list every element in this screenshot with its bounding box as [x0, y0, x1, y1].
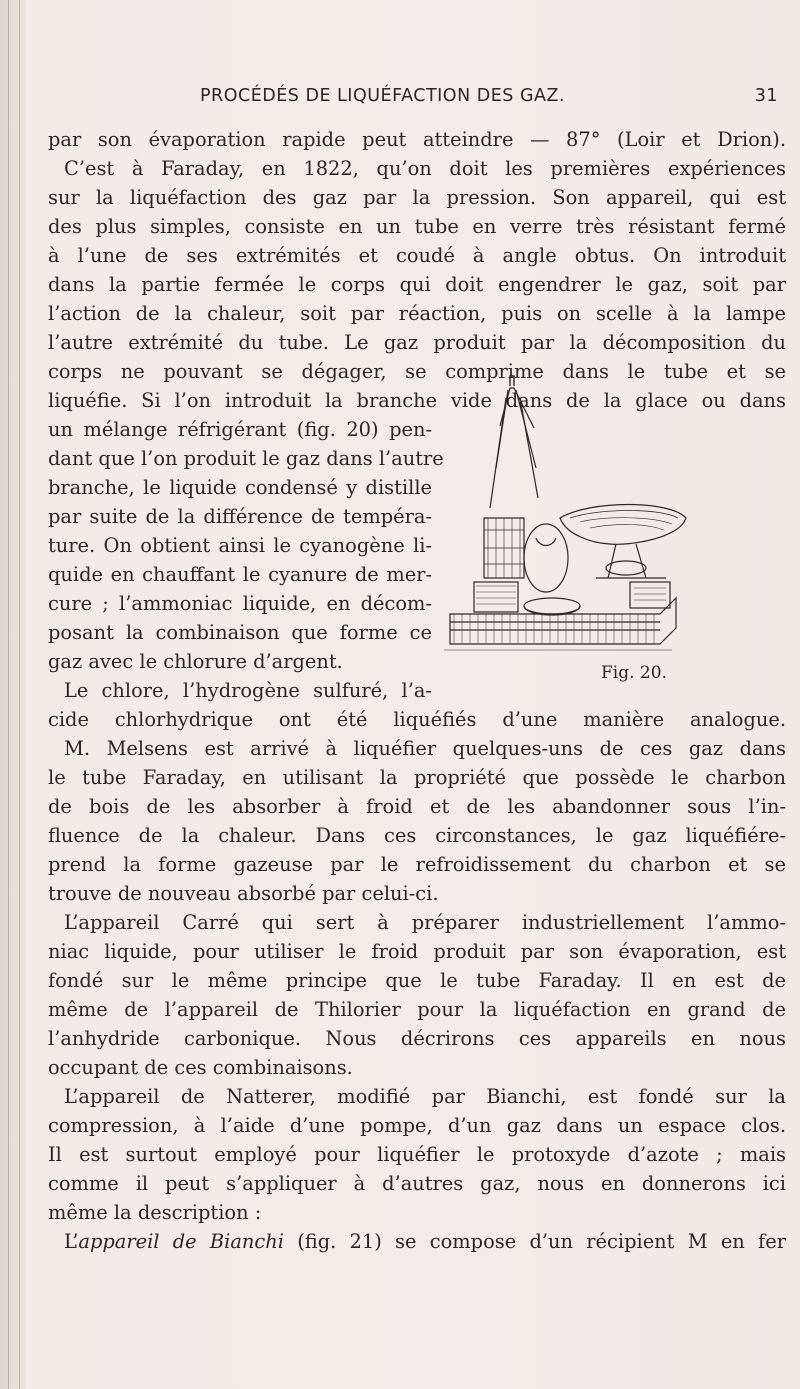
text-line: par son évaporation rapide peut atteindre — 87° (Loir et Drion).	[48, 128, 786, 151]
text-line: même de l’appareil de Thilorier pour la liquéfaction en grand de	[48, 998, 786, 1021]
text-line: dant que l’on produit le gaz dans l’autre	[48, 447, 444, 470]
text-line: posant la combinaison que forme ce	[48, 621, 432, 644]
text-line: corps ne pouvant se dégager, se comprime dans le tube et se	[48, 360, 786, 383]
text-line: fluence de la chaleur. Dans ces circonstances, le gaz liquéfiére-	[48, 824, 786, 847]
text-line: par suite de la différence de tempéra-	[48, 505, 432, 528]
text-line: cide chlorhydrique ont été liquéfiés d’une manière analogue.	[48, 708, 786, 731]
running-title: PROCÉDÉS DE LIQUÉFACTION DES GAZ.	[200, 86, 566, 106]
text-line: branche, le liquide condensé y distille	[48, 476, 432, 499]
text-line: de bois de les absorber à froid et de les abandonner sous l’in-	[48, 795, 786, 818]
text-line: fondé sur le même principe que le tube Faraday. Il en est de	[48, 969, 786, 992]
text-line: niac liquide, pour utiliser le froid produit par son évaporation, est	[48, 940, 786, 963]
gutter-line	[8, 0, 9, 1389]
text-line: M. Melsens est arrivé à liquéfier quelques-uns de ces gaz dans	[64, 737, 786, 760]
running-head	[200, 86, 790, 116]
text-line: occupant de ces combinaisons.	[48, 1056, 353, 1079]
text-line: L’appareil Carré qui sert à préparer industriellement l’ammo-	[64, 911, 786, 934]
text-line: le tube Faraday, en utilisant la propriété que possède le charbon	[48, 766, 786, 789]
text-line: quide en chauffant le cyanure de mer-	[48, 563, 432, 586]
text-line: cure ; l’ammoniac liquide, en décom-	[48, 592, 432, 615]
text-line: même la description :	[48, 1201, 262, 1224]
text-line: des plus simples, consiste en un tube en verre très résistant fermé	[48, 215, 786, 238]
figure-caption: Fig. 20.	[601, 663, 667, 683]
faraday-tube-illustration	[440, 368, 690, 680]
text-line: à l’une de ses extrémités et coudé à angle obtus. On introduit	[48, 244, 786, 267]
text-line: comme il peut s’appliquer à d’autres gaz, nous en donnerons ici	[48, 1172, 786, 1195]
page-gutter	[0, 0, 26, 1389]
text-line: trouve de nouveau absorbé par celui-ci.	[48, 882, 439, 905]
text-line: l’anhydride carbonique. Nous décrirons ces appareils en nous	[48, 1027, 786, 1050]
text-line: liquéfie. Si l’on introduit la branche vide dans de la glace ou dans	[48, 389, 786, 412]
italic-term: appareil de Bianchi	[78, 1230, 284, 1253]
text-line: l’action de la chaleur, soit par réaction, puis on scelle à la lampe	[48, 302, 786, 325]
text-line: C’est à Faraday, en 1822, qu’on doit les premières expériences	[64, 157, 786, 180]
text-fragment: (fig. 21) se compose d’un récipient M en fer	[283, 1230, 786, 1253]
text-line: dans la partie fermée le corps qui doit engendrer le gaz, soit par	[48, 273, 786, 296]
text-line: prend la forme gazeuse par le refroidissement du charbon et se	[48, 853, 786, 876]
text-line-italic-start	[48, 1229, 786, 1255]
text-line: compression, à l’aide d’une pompe, d’un gaz dans un espace clos.	[48, 1114, 786, 1137]
page-number: 31	[754, 86, 778, 106]
text-line: gaz avec le chlorure d’argent.	[48, 650, 343, 673]
text-line: Le chlore, l’hydrogène sulfuré, l’a-	[64, 679, 432, 702]
text-line: L’appareil de Natterer, modifié par Bianchi, est fondé sur la	[64, 1085, 786, 1108]
gutter-line	[19, 0, 20, 1389]
text-line: Il est surtout employé pour liquéfier le protoxyde d’azote ; mais	[48, 1143, 786, 1166]
text-line: sur la liquéfaction des gaz par la pression. Son appareil, qui est	[48, 186, 786, 209]
text-line: l’autre extrémité du tube. Le gaz produit par la décomposition du	[48, 331, 786, 354]
text-line: un mélange réfrigérant (fig. 20) pen-	[48, 418, 432, 441]
text-fragment: L’	[64, 1230, 79, 1253]
text-line: ture. On obtient ainsi le cyanogène li-	[48, 534, 432, 557]
